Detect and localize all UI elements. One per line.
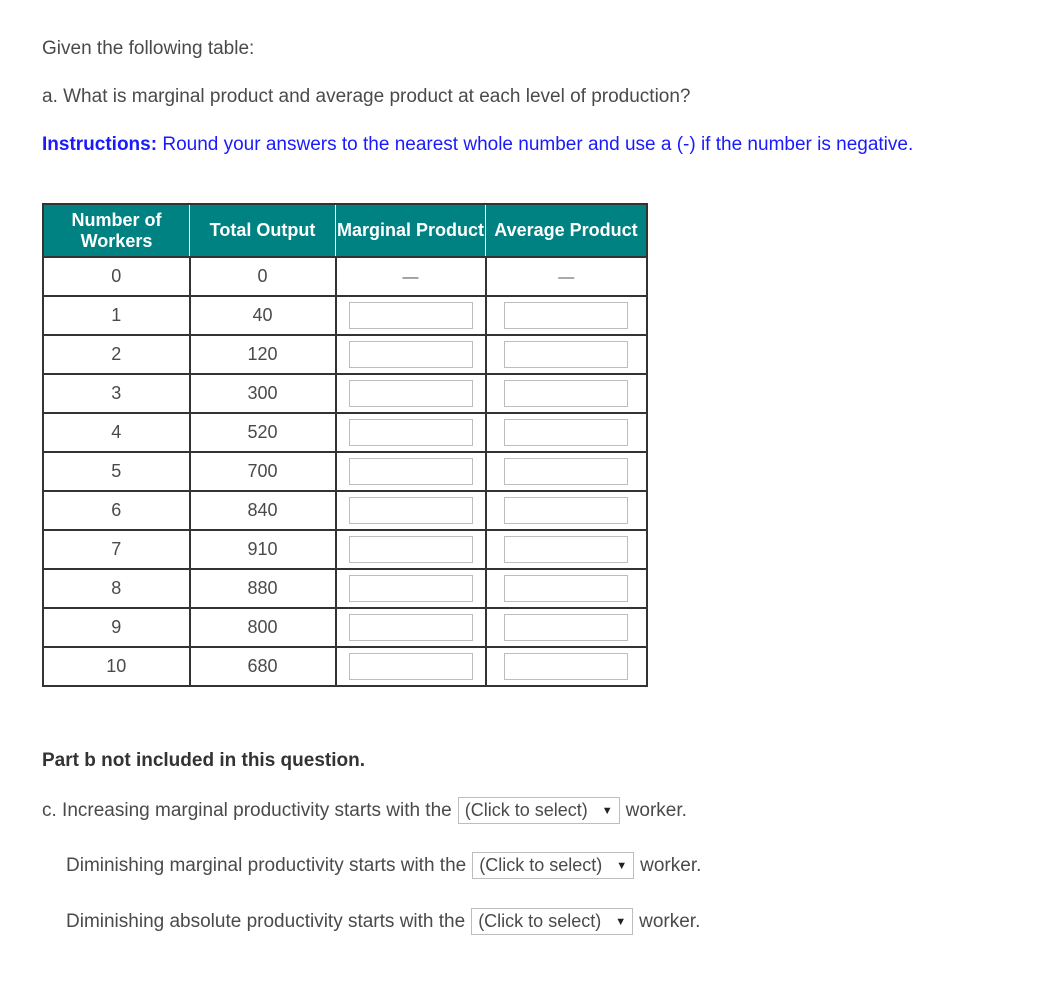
average-cell bbox=[486, 296, 648, 335]
output-cell: 520 bbox=[190, 413, 336, 452]
marginal-cell bbox=[336, 296, 486, 335]
average-cell bbox=[486, 374, 648, 413]
table-row bbox=[43, 374, 647, 413]
table-row bbox=[43, 608, 647, 647]
diminishing-absolute-select[interactable] bbox=[471, 908, 633, 935]
table-row bbox=[43, 491, 647, 530]
marginal-cell bbox=[336, 374, 486, 413]
average-product-input[interactable] bbox=[504, 536, 628, 563]
question-c-text: c. Increasing marginal productivity starts with the bbox=[42, 799, 452, 821]
marginal-product-input[interactable] bbox=[349, 380, 473, 407]
output-cell: 40 bbox=[190, 296, 336, 335]
workers-cell: 1 bbox=[43, 296, 190, 335]
average-cell bbox=[486, 569, 648, 608]
average-product-input[interactable] bbox=[504, 341, 628, 368]
table-row bbox=[43, 413, 647, 452]
marginal-cell bbox=[336, 530, 486, 569]
marginal-dash: — bbox=[402, 269, 419, 286]
workers-cell: 4 bbox=[43, 413, 190, 452]
select-label: (Click to select) bbox=[479, 855, 603, 875]
average-cell bbox=[486, 413, 648, 452]
table-row bbox=[43, 296, 647, 335]
average-cell bbox=[486, 335, 648, 374]
average-cell bbox=[486, 491, 648, 530]
output-cell: 680 bbox=[190, 647, 336, 686]
output-cell: 120 bbox=[190, 335, 336, 374]
output-cell: 800 bbox=[190, 608, 336, 647]
table-row bbox=[43, 335, 647, 374]
header-marginal: Marginal Product bbox=[336, 204, 486, 257]
marginal-product-input[interactable] bbox=[349, 302, 473, 329]
workers-cell: 8 bbox=[43, 569, 190, 608]
question-c-diminishing-marginal bbox=[66, 852, 701, 879]
output-cell: 910 bbox=[190, 530, 336, 569]
workers-cell: 6 bbox=[43, 491, 190, 530]
average-product-input[interactable] bbox=[504, 302, 628, 329]
average-cell bbox=[486, 257, 648, 296]
worker-suffix: worker. bbox=[625, 799, 687, 821]
output-cell: 0 bbox=[190, 257, 336, 296]
workers-cell: 7 bbox=[43, 530, 190, 569]
table-row bbox=[43, 530, 647, 569]
marginal-product-input[interactable] bbox=[349, 458, 473, 485]
marginal-product-input[interactable] bbox=[349, 341, 473, 368]
question-a: a. What is marginal product and average product at each level of production? bbox=[42, 86, 691, 107]
output-cell: 840 bbox=[190, 491, 336, 530]
workers-cell: 5 bbox=[43, 452, 190, 491]
marginal-cell bbox=[336, 608, 486, 647]
intro-text: Given the following table: bbox=[42, 38, 255, 59]
table-row bbox=[43, 257, 647, 296]
table-row bbox=[43, 452, 647, 491]
instructions bbox=[42, 134, 913, 156]
marginal-cell bbox=[336, 647, 486, 686]
production-table bbox=[42, 203, 648, 687]
header-workers: Number of Workers bbox=[43, 204, 190, 257]
instructions-text: Round your answers to the nearest whole number and use a (-) if the number is negative. bbox=[157, 134, 914, 155]
header-average: Average Product bbox=[486, 204, 648, 257]
select-label: (Click to select) bbox=[478, 911, 602, 931]
marginal-product-input[interactable] bbox=[349, 536, 473, 563]
output-cell: 700 bbox=[190, 452, 336, 491]
output-cell: 880 bbox=[190, 569, 336, 608]
dropdown-arrow-icon: ▼ bbox=[615, 915, 627, 928]
average-product-input[interactable] bbox=[504, 458, 628, 485]
question-e-text: Diminishing absolute productivity starts with the bbox=[66, 910, 466, 932]
question-d-text: Diminishing marginal productivity starts with the bbox=[66, 854, 467, 876]
marginal-cell bbox=[336, 569, 486, 608]
dropdown-arrow-icon: ▼ bbox=[616, 859, 628, 872]
table-row bbox=[43, 647, 647, 686]
marginal-cell bbox=[336, 413, 486, 452]
worker-suffix: worker. bbox=[639, 910, 701, 932]
table-row bbox=[43, 569, 647, 608]
average-product-input[interactable] bbox=[504, 653, 628, 680]
part-b-note: Part b not included in this question. bbox=[42, 750, 365, 771]
workers-cell: 3 bbox=[43, 374, 190, 413]
marginal-product-input[interactable] bbox=[349, 419, 473, 446]
average-product-input[interactable] bbox=[504, 575, 628, 602]
workers-cell: 9 bbox=[43, 608, 190, 647]
average-product-input[interactable] bbox=[504, 380, 628, 407]
marginal-cell bbox=[336, 491, 486, 530]
workers-cell: 10 bbox=[43, 647, 190, 686]
marginal-cell bbox=[336, 452, 486, 491]
marginal-product-input[interactable] bbox=[349, 497, 473, 524]
marginal-cell bbox=[336, 335, 486, 374]
question-c-diminishing-absolute bbox=[66, 908, 700, 935]
worker-suffix: worker. bbox=[640, 854, 702, 876]
average-cell bbox=[486, 647, 648, 686]
question-c-increasing bbox=[42, 797, 687, 824]
marginal-product-input[interactable] bbox=[349, 614, 473, 641]
workers-cell: 2 bbox=[43, 335, 190, 374]
workers-cell: 0 bbox=[43, 257, 190, 296]
dropdown-arrow-icon: ▼ bbox=[601, 804, 613, 817]
average-cell bbox=[486, 608, 648, 647]
table-header-row bbox=[43, 204, 647, 257]
marginal-product-input[interactable] bbox=[349, 653, 473, 680]
header-output: Total Output bbox=[190, 204, 336, 257]
average-cell bbox=[486, 530, 648, 569]
marginal-cell bbox=[336, 257, 486, 296]
average-cell bbox=[486, 452, 648, 491]
select-label: (Click to select) bbox=[464, 800, 588, 820]
average-product-input[interactable] bbox=[504, 614, 628, 641]
average-product-input[interactable] bbox=[504, 419, 628, 446]
increasing-marginal-select[interactable] bbox=[458, 797, 620, 824]
diminishing-marginal-select[interactable] bbox=[472, 852, 634, 879]
marginal-product-input[interactable] bbox=[349, 575, 473, 602]
average-dash: — bbox=[558, 269, 575, 286]
instructions-label: Instructions: bbox=[42, 134, 158, 155]
average-product-input[interactable] bbox=[504, 497, 628, 524]
output-cell: 300 bbox=[190, 374, 336, 413]
